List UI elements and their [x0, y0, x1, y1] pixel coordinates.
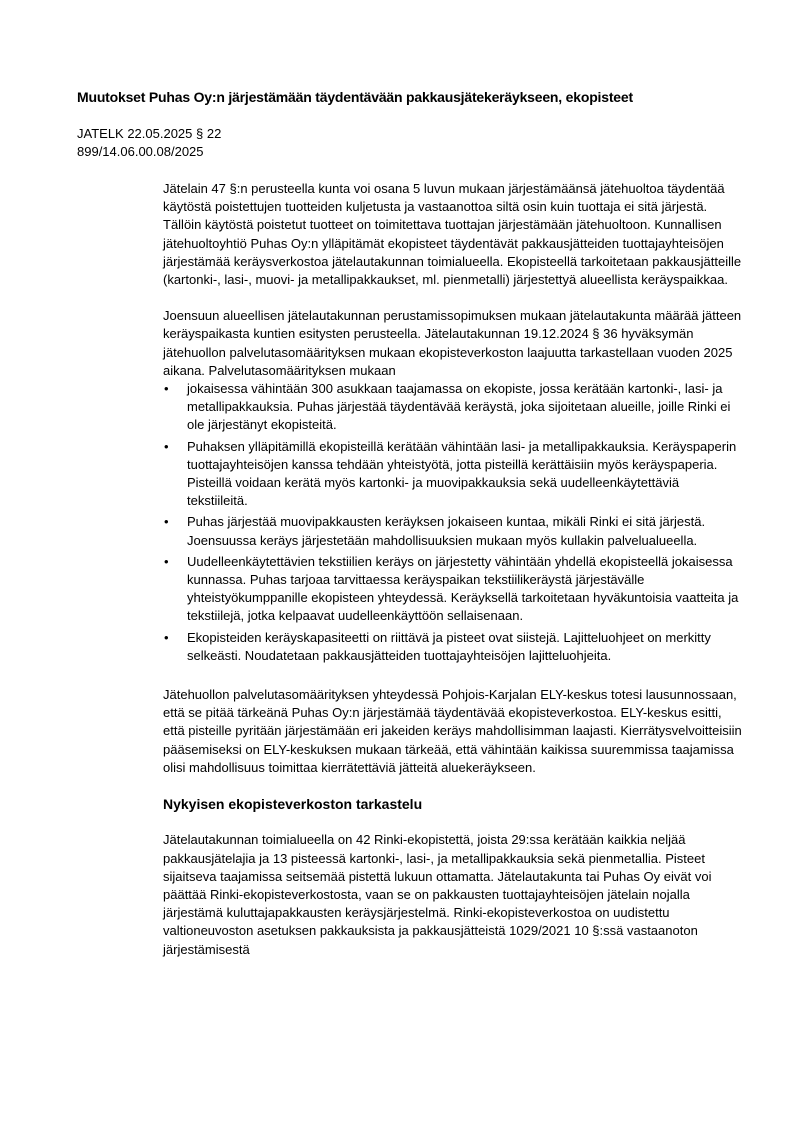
list-item-text: Ekopisteiden keräyskapasiteetti on riittävä ja pisteet ovat siistejä. Lajitteluohjeet on merkitty selkeästi. Noudatetaan pakkausjätteiden tuottajayhteisöjen lajitteluohjeita. [187, 629, 711, 663]
bullet-icon: • [164, 381, 169, 397]
document-body [163, 180, 743, 959]
bullet-icon: • [164, 553, 169, 569]
list-item-text: Puhaksen ylläpitämillä ekopisteillä kerätään vähintään lasi- ja metallipakkauksia. Keräyspaperin tuottajayhteisöjen kanssa tehdään yhteistyötä, jotta pisteillä kerättäisiin myös keräyspaperia. Pisteillä voidaan kerätä myös kartonki- ja muovipakkauksia sekä uudelleenkäytettäviä tekstiileitä. [187, 438, 737, 509]
document-title: Muutokset Puhas Oy:n järjestämään täydentävään pakkausjätekeräykseen, ekopisteet [77, 89, 633, 105]
list-item [163, 629, 743, 665]
spacer [163, 813, 743, 831]
list-item-text: Puhas järjestää muovipakkausten keräyksen jokaiseen kuntaa, mikäli Rinki ei sitä järjestä. Joensuussa keräys järjestetään mahdollisuuksien mukaan myös kullakin palvelualueella. [187, 514, 706, 548]
list-item [163, 513, 743, 549]
list-item [163, 380, 743, 435]
paragraph-legal-basis: Jätelain 47 §:n perusteella kunta voi osana 5 luvun mukaan järjestämäänsä jätehuoltoa täydentää käytöstä poistettujen tuotteiden kuljetusta ja vastaanottoa siltä osin kuin tuottaja ei sitä järjestä. Tällöin käytöstä poistetut tuotteet on toimitettava tuottajan järjestämään jätehuoltoon. Kunnallisen jätehuoltoyhtiö Puhas Oy:n ylläpitämät ekopisteet täydentävät pakkausjätteiden tuottajayhteisöjen järjestämää keräysverkostoa jätelautakunnan toimialueella. Ekopisteellä tarkoitetaan pakkausjätteille (kartonki-, lasi-, muovi- ja metallipakkaukset, ml. pienmetalli) järjestettyä alueellista keräyspaikkaa. [163, 181, 742, 288]
spacer [163, 777, 743, 795]
bullet-icon: • [164, 438, 169, 454]
case-number: 899/14.06.00.08/2025 [77, 144, 204, 159]
list-item-text: Uudelleenkäytettävien tekstiilien keräys on järjestetty vähintään yhdellä ekopisteellä jokaisessa kunnassa. Puhas tarjoaa tarvittaessa keräyspaikan tekstiilikeräystä järjestävälle yhteistyökumppanille ekopisteen yhteydessä. Keräyksellä tarkoitetaan hyväkuntoisia vaatteita ja tekstiilejä, jotka kelpaavat uudelleenkäyttöön sellaisenaan. [187, 553, 739, 624]
list-item [163, 553, 743, 626]
paragraph-network-review: Jätelautakunnan toimialueella on 42 Rinki-ekopistettä, joista 29:ssa kerätään kaikkia neljää pakkausjätelajia ja 13 pisteessä kartonki-, lasi-, ja metallipakkauksia sekä pienmetallia. Pisteet sijaitseva taajamissa seitsemää pistettä lukuun ottamatta. Jätelautakunta tai Puhas Oy eivät voi päättää Rinki-ekopisteverkostosta, vaan se on pakkausten tuottajayhteisöjen jätelain nojalla järjestämä kuluttajapakkausten keräysjärjestelmä. Rinki-ekopisteverkostoa on uudistettu valtioneuvoston asetuksen pakkauksista ja pakkausjätteistä 1029/2021 10 §:ssä vastaanoton järjestämisestä [163, 832, 712, 957]
spacer [163, 668, 743, 686]
paragraph-ely-statement: Jätehuollon palvelutasomäärityksen yhteydessä Pohjois-Karjalan ELY-keskus totesi lausunnossaan, että se pitää tärkeänä Puhas Oy:n järjestämää täydentävää ekopisteverkostoa. ELY-keskus esitti, että pisteille pyritään järjestämään eri jakeiden keräys mahdollisimman laajasti. Kierrätysvelvoitteisiin pääsemiseksi on ELY-keskuksen mukaan tärkeää, että vähintään kaikissa suuremmissa taajamissa olisi mahdollisuus toimittaa kierrätettäviä jätteitä aluekeräykseen. [163, 687, 742, 775]
document-meta [77, 125, 221, 161]
section-heading: Nykyisen ekopisteverkoston tarkastelu [163, 796, 423, 813]
bullet-icon: • [164, 514, 169, 530]
bullet-icon: • [164, 629, 169, 645]
meeting-reference: JATELK 22.05.2025 § 22 [77, 126, 222, 141]
service-level-list [163, 380, 743, 665]
paragraph-service-level: Joensuun alueellisen jätelautakunnan perustamissopimuksen mukaan jätelautakunta määrää jätteen keräyspaikasta kuntien esitysten perusteella. Jätelautakunnan 19.12.2024 § 36 hyväksymän jätehuollon palvelutasomäärityksen mukaan ekopisteverkoston laajuutta tarkastellaan vuoden 2025 aikana. Palvelutasomäärityksen mukaan [163, 308, 742, 378]
list-item-text: jokaisessa vähintään 300 asukkaan taajamassa on ekopiste, jossa kerätään kartonki-, lasi- ja metallipakkauksia. Puhas järjestää täydentävää keräystä, joka sijoitetaan alueille, joille Rinki ei ole järjestänyt ekopisteitä. [187, 381, 731, 433]
list-item [163, 438, 743, 511]
